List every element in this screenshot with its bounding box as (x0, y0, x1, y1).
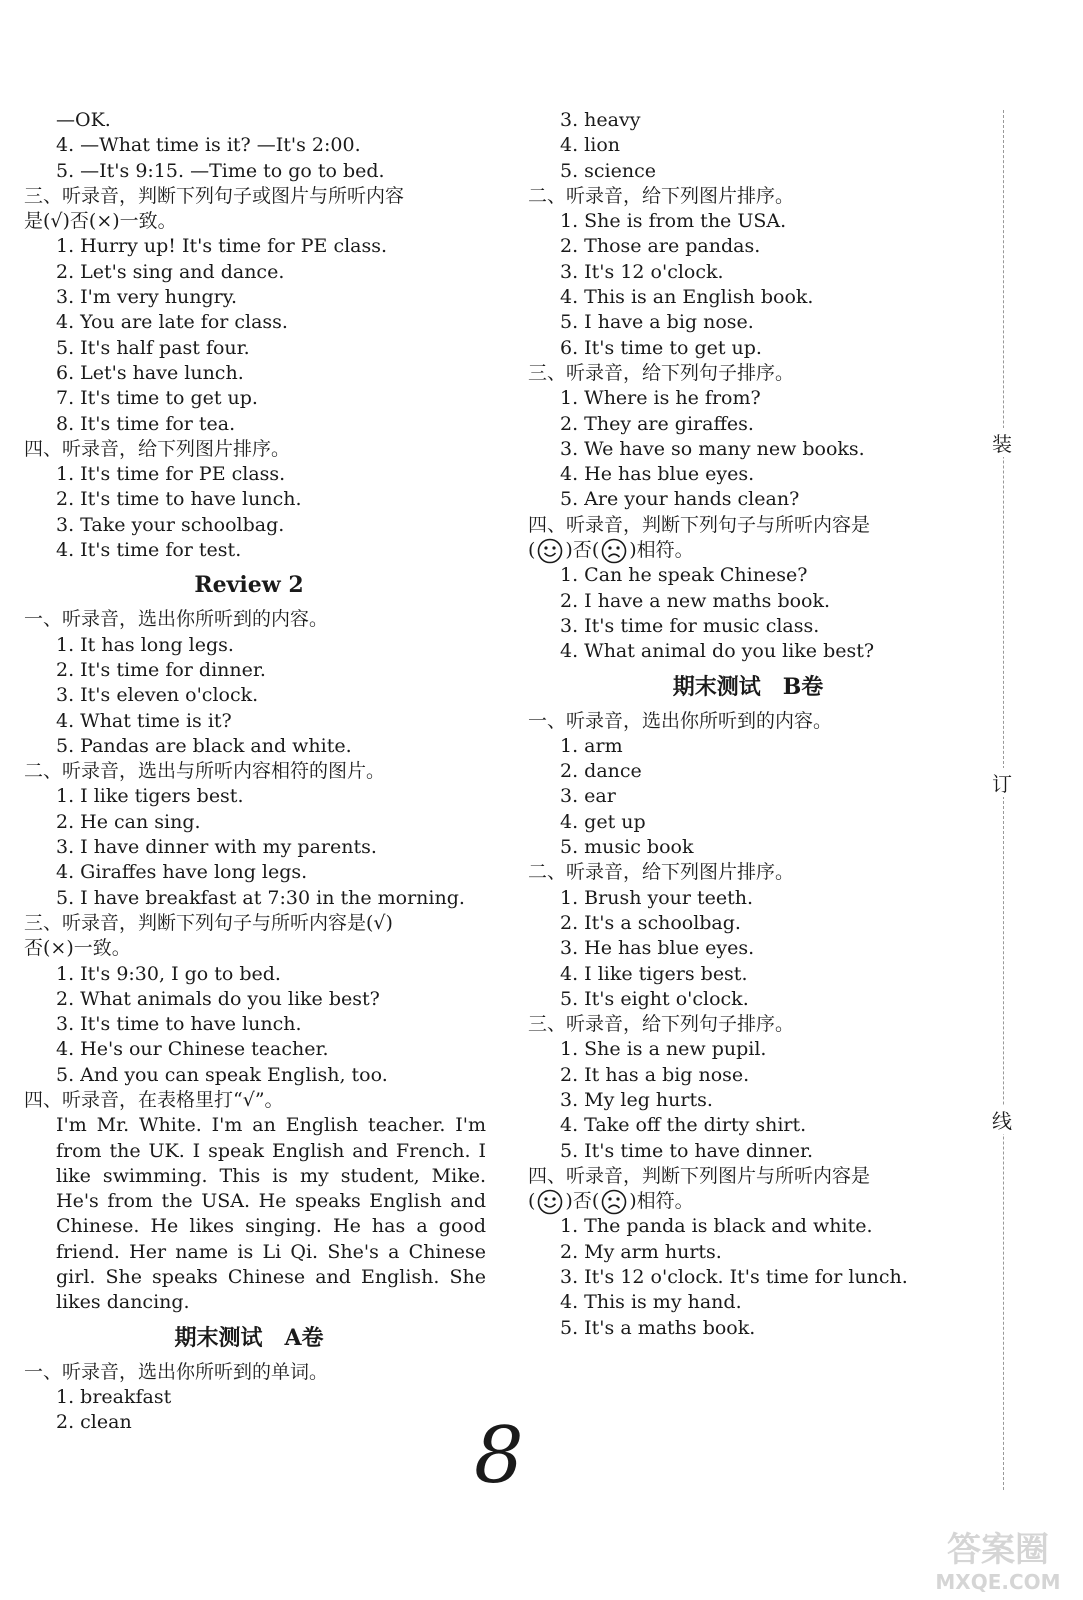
answer-line: 3. It's eleven o'clock. (56, 684, 259, 707)
section-heading: 三、听录音，判断下列句子与所听内容是(√) (24, 911, 393, 934)
answer-line: 4. —What time is it? —It's 2:00. (56, 134, 361, 157)
heading-continuation: 否(×)一致。 (24, 937, 131, 960)
answer-line: 1. arm (560, 734, 623, 757)
answer-line: 4. It's time for test. (56, 539, 242, 562)
answer-line: 3. I have dinner with my parents. (56, 836, 377, 859)
answer-line: 2. clean (56, 1411, 132, 1434)
section-heading: 四、听录音，判断下列图片与所听内容是 (528, 1164, 871, 1187)
answer-line: 2. My arm hurts. (560, 1240, 722, 1263)
face-choice-line-2 (528, 1189, 968, 1214)
answer-line: 4. What animal do you like best? (560, 640, 875, 663)
answer-line: 4. This is an English book. (560, 286, 814, 309)
answer-line: 2. Those are pandas. (560, 235, 761, 258)
page-number-handwritten (470, 1410, 540, 1490)
sad-face-icon (601, 1189, 627, 1215)
answer-line: 5. And you can speak English, too. (56, 1063, 388, 1086)
answer-line: 5. It's half past four. (56, 336, 250, 359)
answer-line: 1. It has long legs. (56, 633, 234, 656)
answer-line: 6. Let's have lunch. (56, 361, 244, 384)
final-test-b-title: 期末测试 B卷 (672, 673, 824, 700)
left-block-1 (24, 108, 474, 563)
answer-line: 2. dance (560, 760, 642, 783)
answer-line: 4. Giraffes have long legs. (56, 861, 308, 884)
paren-mid: )否( (565, 1190, 600, 1213)
heading-continuation: 是(√)否(×)一致。 (24, 210, 177, 233)
answer-line: 4. get up (560, 810, 646, 833)
answer-line: 4. lion (560, 134, 620, 157)
section-heading: 三、听录音，给下列句子排序。 (528, 361, 795, 384)
section-heading: 四、听录音，在表格里打“√”。 (24, 1088, 284, 1111)
answer-line: 4. Take off the dirty shirt. (560, 1114, 807, 1137)
left-block-2 (24, 607, 474, 1113)
answer-line: 2. It has a big nose. (560, 1063, 750, 1086)
paren-close: )相符。 (629, 539, 694, 562)
paren-open: ( (528, 1190, 536, 1213)
answer-line: 5. It's time to have dinner. (560, 1139, 814, 1162)
answer-line: —OK. (56, 109, 111, 131)
answer-line: 8. It's time for tea. (56, 412, 236, 435)
answer-line: 5. Pandas are black and white. (56, 734, 352, 757)
paren-close: )相符。 (629, 1190, 694, 1213)
answer-line: 5. science (560, 159, 657, 182)
section-heading: 二、听录音，给下列图片排序。 (528, 861, 795, 884)
answer-line: 3. It's time for music class. (560, 614, 820, 637)
smiley-face-icon (537, 1189, 563, 1215)
answer-line: 1. I like tigers best. (56, 785, 244, 808)
right-block-2 (528, 563, 968, 664)
final-test-a-title: 期末测试 A卷 (174, 1324, 324, 1351)
right-block-3 (528, 709, 968, 1190)
right-column (528, 108, 968, 1341)
answer-line: 1. It's 9:30, I go to bed. (56, 962, 281, 985)
answer-line: 7. It's time to get up. (56, 387, 258, 410)
answer-line: 1. The panda is black and white. (560, 1215, 873, 1238)
answer-line: 5. Are your hands clean? (560, 488, 800, 511)
watermark-line-2: MXQE.COM (935, 1570, 1061, 1594)
binding-dashed-line (1003, 110, 1004, 1490)
binding-label-xian: 线 (990, 1105, 1014, 1134)
answer-line: 3. heavy (560, 109, 641, 131)
answer-line: 3. We have so many new books. (560, 437, 865, 460)
section-heading: 四、听录音，判断下列句子与所听内容是 (528, 513, 871, 536)
watermark-line-1: 答案圈 (947, 1530, 1049, 1570)
right-block-1 (528, 108, 968, 538)
answer-line: 3. He has blue eyes. (560, 937, 755, 960)
left-column (24, 108, 486, 1436)
answer-line: 2. I have a new maths book. (560, 589, 831, 612)
answer-line: 5. It's eight o'clock. (560, 987, 749, 1010)
answer-line: 4. What time is it? (56, 709, 232, 732)
sad-face-icon (601, 538, 627, 564)
answer-line: 1. She is from the USA. (560, 210, 787, 233)
answer-line: 1. breakfast (56, 1385, 172, 1408)
answer-line: 2. What animals do you like best? (56, 987, 380, 1010)
binding-label-ding: 订 (990, 768, 1014, 797)
reading-passage: I'm Mr. White. I'm an English teacher. I'm from the UK. I speak English and French. I like swimming. This is my student, Mike. He's from the USA. He speaks English and Chinese. He likes singing. He has a good friend. Her name is Li Qi. She's a Chinese girl. She speaks Chinese and English. She likes dancing. (56, 1114, 486, 1314)
binding-label-zhuang: 装 (990, 428, 1014, 457)
section-heading: 一、听录音，选出你所听到的内容。 (528, 709, 833, 732)
section-heading: 二、听录音，选出与所听内容相符的图片。 (24, 760, 386, 783)
answer-line: 5. It's a maths book. (560, 1316, 756, 1339)
answer-line: 4. I like tigers best. (560, 962, 748, 985)
answer-line: 6. It's time to get up. (560, 336, 762, 359)
section-heading: 二、听录音，给下列图片排序。 (528, 184, 795, 207)
answer-line: 4. You are late for class. (56, 311, 288, 334)
left-block-3 (24, 1360, 474, 1436)
section-heading: 四、听录音，给下列图片排序。 (24, 437, 291, 460)
answer-line: 2. He can sing. (56, 810, 201, 833)
answer-line: 2. It's a schoolbag. (560, 911, 741, 934)
answer-line: 4. He's our Chinese teacher. (56, 1038, 329, 1061)
page-number-text: 8 (474, 1411, 524, 1490)
answer-line: 1. Brush your teeth. (560, 886, 754, 909)
answer-line: 3. It's time to have lunch. (56, 1013, 302, 1036)
answer-line: 1. It's time for PE class. (56, 463, 286, 486)
face-choice-line-1 (528, 538, 968, 563)
answer-line: 5. music book (560, 836, 694, 859)
answer-line: 3. My leg hurts. (560, 1088, 713, 1111)
answer-line: 3. I'm very hungry. (56, 286, 237, 309)
review-2-title: Review 2 (194, 572, 304, 599)
answer-line: 3. It's 12 o'clock. It's time for lunch. (560, 1266, 908, 1289)
answer-line: 5. —It's 9:15. —Time to go to bed. (56, 159, 385, 182)
section-heading: 一、听录音，选出你所听到的内容。 (24, 608, 329, 631)
paren-mid: )否( (565, 539, 600, 562)
answer-line: 1. She is a new pupil. (560, 1038, 767, 1061)
answer-line: 3. It's 12 o'clock. (560, 260, 724, 283)
paren-open: ( (528, 539, 536, 562)
section-heading: 一、听录音，选出你所听到的单词。 (24, 1360, 329, 1383)
answer-line: 5. I have a big nose. (560, 311, 754, 334)
section-heading: 三、听录音，给下列句子排序。 (528, 1013, 795, 1036)
section-heading: 三、听录音，判断下列句子或图片与所听内容 (24, 184, 405, 207)
smiley-face-icon (537, 538, 563, 564)
answer-line: 2. It's time to have lunch. (56, 488, 302, 511)
answer-line: 4. He has blue eyes. (560, 463, 755, 486)
site-watermark-logo (918, 1525, 1078, 1597)
answer-line: 2. Let's sing and dance. (56, 260, 285, 283)
right-block-4 (528, 1214, 968, 1340)
answer-line: 2. It's time for dinner. (56, 658, 266, 681)
answer-line: 5. I have breakfast at 7:30 in the morning. (56, 886, 465, 909)
answer-line: 4. This is my hand. (560, 1291, 742, 1314)
answer-line: 1. Where is he from? (560, 387, 761, 410)
answer-line: 1. Hurry up! It's time for PE class. (56, 235, 388, 258)
answer-line: 3. ear (560, 785, 616, 808)
answer-line: 2. They are giraffes. (560, 412, 754, 435)
answer-line: 1. Can he speak Chinese? (560, 564, 808, 587)
answer-line: 3. Take your schoolbag. (56, 513, 285, 536)
